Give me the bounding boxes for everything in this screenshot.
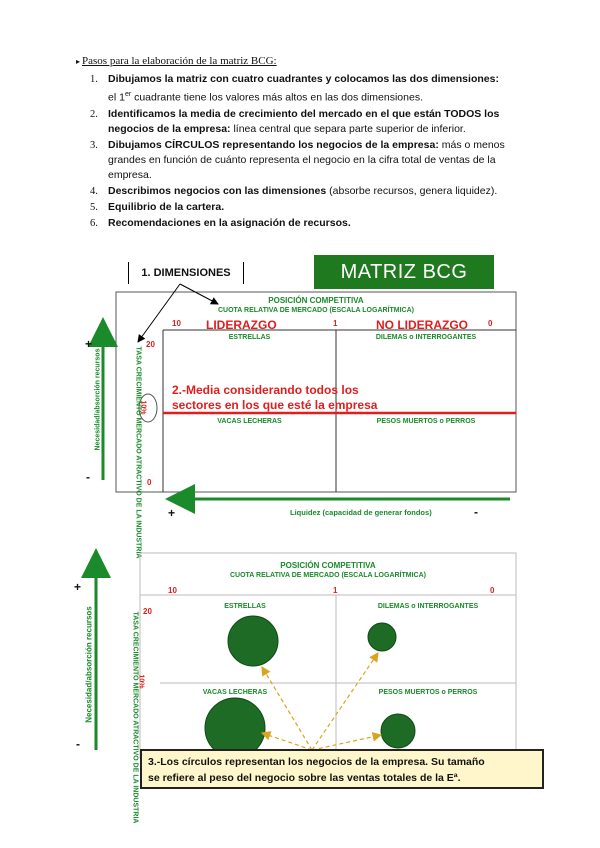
quadrant-dilemmas: DILEMAS o INTERROGANTES <box>377 603 479 610</box>
list-item: 1. Dibujamos la matriz con cuatro cuadrantes y colocamos las dos dimensiones: el 1er cuadrante tiene los valores más altos en las dos dimensiones. <box>90 73 499 104</box>
growth-axis-label: TASA CRECIMIENTO MERCADO ATRACTIVO DE LA INDUSTRIA <box>134 346 142 559</box>
quadrant-dilemmas: DILEMAS o INTERROGANTES <box>375 334 477 341</box>
pointer-arrow <box>262 733 312 750</box>
pointer-arrow <box>262 667 312 750</box>
dogs-business-circle <box>381 714 415 748</box>
y-tick-10: 10% <box>137 674 145 689</box>
leadership-label: LIDERAZGO <box>206 318 277 332</box>
quadrant-dogs: PESOS MUERTOS o PERROS <box>378 689 478 696</box>
minus-sign: - <box>76 737 80 751</box>
tick-10: 10 <box>172 319 181 328</box>
plus-sign: + <box>85 337 93 351</box>
quadrant-stars: ESTRELLAS <box>228 334 271 341</box>
position-title: POSICIÓN COMPETITIVA <box>268 296 364 305</box>
section-heading: ▸ Pasos para la elaboración de la matriz BCG: <box>76 55 277 67</box>
list-item: 4. Describimos negocios con las dimensiones (absorbe recursos, genera liquidez). <box>90 184 498 197</box>
growth-axis-label: TASA CRECIMIENTO MERCADO ATRACTIVO DE LA INDUSTRIA <box>131 611 139 824</box>
plus-sign-liquidity: + <box>168 506 176 520</box>
dimensions-label: 1. DIMENSIONES <box>128 262 244 284</box>
minus-sign: - <box>86 470 90 484</box>
tick-0: 0 <box>488 319 493 328</box>
tick-0: 0 <box>490 586 495 595</box>
resources-axis-label: Necesidad/absorción recursos <box>84 606 94 723</box>
median-note: 2.-Media considerando todos los sectores en los que esté la empresa <box>172 383 378 412</box>
y-tick-20: 20 <box>143 607 152 616</box>
tick-10: 10 <box>168 586 177 595</box>
quadrant-stars: ESTRELLAS <box>224 603 266 610</box>
minus-sign-liquidity: - <box>474 505 478 519</box>
list-item: 3. Dibujamos CÍRCULOS representando los negocios de la empresa: más o menos grandes en función de cuánto representa el negocio en la cifra total de ventas de la empresa. <box>90 138 505 181</box>
bullet-icon: ▸ <box>76 57 81 66</box>
bcg-title-banner: MATRIZ BCG <box>314 255 494 289</box>
dilemmas-business-circle <box>368 623 396 651</box>
liquidity-label: Liquidez (capacidad de generar fondos) <box>290 508 432 517</box>
list-item: 5. Equilibrio de la cartera. <box>90 200 225 213</box>
y-tick-20: 20 <box>146 340 155 349</box>
no-leadership-label: NO LIDERAZGO <box>376 318 468 332</box>
quadrant-dogs: PESOS MUERTOS o PERROS <box>376 418 476 425</box>
tick-1: 1 <box>333 586 338 595</box>
quadrant-cows: VACAS LECHERAS <box>202 689 268 696</box>
plus-sign: + <box>74 580 82 594</box>
steps-list <box>90 72 540 232</box>
pointer-arrow <box>312 735 381 750</box>
pointer-arrow <box>312 653 378 750</box>
tick-1: 1 <box>333 319 338 328</box>
stars-business-circle <box>228 616 278 666</box>
position-subtitle: CUOTA RELATIVA DE MERCADO (ESCALA LOGARÍTMICA) <box>218 307 414 314</box>
circles-note: 3.-Los círculos representan los negocios de la empresa. Su tamaño se refiere al peso del negocio sobre las ventas totales de la Eª. <box>140 749 544 789</box>
resources-axis-label: Necesidad/absorción recursos <box>94 348 102 451</box>
quadrant-cows: VACAS LECHERAS <box>217 418 282 425</box>
position-title-2: POSICIÓN COMPETITIVA <box>280 561 376 570</box>
y-tick-10: 10% <box>139 400 147 415</box>
position-subtitle-2: CUOTA RELATIVA DE MERCADO (ESCALA LOGARÍTMICA) <box>230 572 426 579</box>
matrix-frame <box>137 553 516 758</box>
list-item: 2. Identificamos la media de crecimiento del mercado en el que están TODOS los negocios de la empresa: línea central que separa parte superior de inferior. <box>90 107 500 135</box>
y-tick-0: 0 <box>147 478 152 487</box>
list-item: 6. Recomendaciones en la asignación de recursos. <box>90 216 351 229</box>
